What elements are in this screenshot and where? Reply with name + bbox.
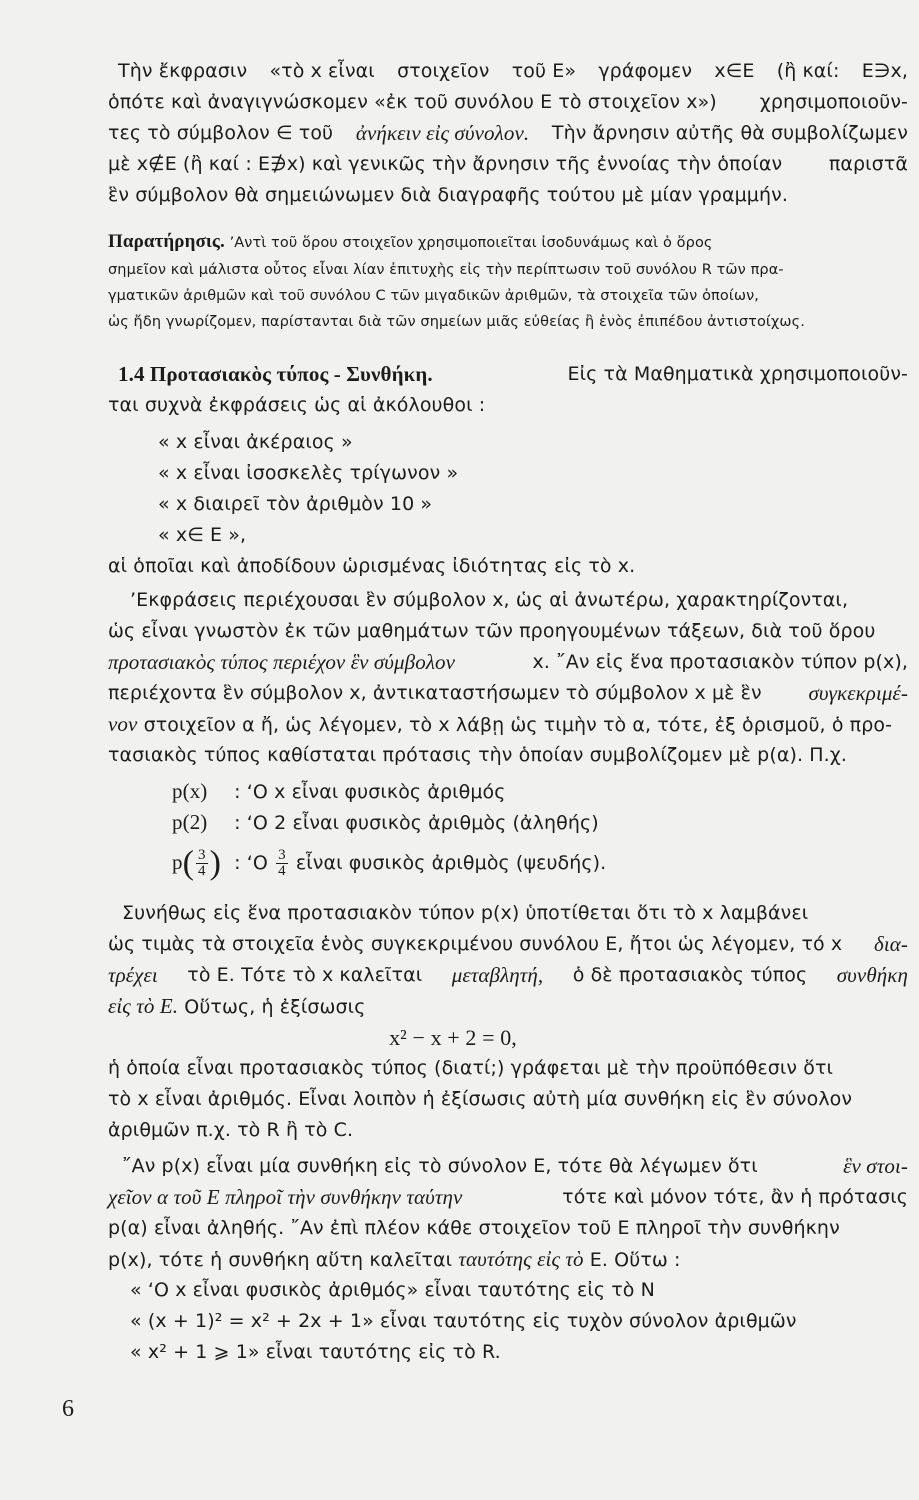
intro-paragraph [108, 56, 908, 211]
text-line: ὡς εἶναι γνωστὸν ἐκ τῶν μαθημάτων τῶν προηγουμένων τάξεων, διὰ τοῦ ὅρου [108, 620, 876, 642]
remark-title: Παρατήρησις. [108, 231, 225, 252]
text-line: Συνήθως εἰς ἕνα προτασιακὸν τύπον p(x) ὑποτίθεται ὅτι τὸ x λαμβάνει [122, 902, 809, 924]
text-line: μὲ x∉Ε (ἢ καί : Ε∌x) καὶ γενικῶς τὴν ἄρνησιν τῆς ἐννοίας τὴν ὁποίαν παριστᾶ [108, 153, 908, 175]
text-line: ’Εκφράσεις περιέχουσαι ἓν σύμβολον x, ὡς αἱ ἀνωτέρω, χαρακτηρίζονται, [130, 589, 849, 611]
text-line: ἡ ὁποία εἶναι προτασιακὸς τύπος (διατί;) γράφεται μὲ τὴν προϋπόθεσιν ὅτι [108, 1057, 834, 1079]
fraction: $\frac{3}{4}$ [278, 847, 286, 879]
proposition-row: p(2) : ‘Ο 2 εἶναι φυσικὸς ἀριθμὸς (ἀληθής) [172, 810, 599, 834]
text-line: ῎Αν p(x) εἶναι μία συνθήκη εἰς τὸ σύνολον Ε, τότε θὰ λέγωμεν ὅτι ἓν στοι- [122, 1154, 908, 1178]
identity-example: « ‘Ο x εἶναι φυσικὸς ἀριθμός» εἶναι ταυτότης εἰς τὸ N [130, 1279, 655, 1301]
text-line: ὡς τιμὰς τὰ στοιχεῖα ἑνὸς συγκεκριμένου συνόλου Ε, ἤτοι ὡς λέγομεν, τό x δια- [108, 932, 908, 956]
text-line: ἀριθμῶν π.χ. τὸ R ἢ τὸ C. [108, 1119, 354, 1141]
proposition-row: p( $\frac{3}{4}$ ) : ‘Ο $\frac{3}{4}$ εἶναι φυσικὸς ἀριθμὸς (ψευδής). [172, 838, 872, 886]
text-line: Παρατήρησις. ’Αντὶ τοῦ ὅρου στοιχεῖον χρησιμοποιεῖται ἰσοδυνάμως καὶ ὁ ὅρος [108, 231, 713, 252]
text-line: Τὴν ἔκφρασιν «τὸ x εἶναι στοιχεῖον τοῦ Ε» γράφομεν x∈Ε (ἢ καί: Ε∋x, [118, 60, 908, 82]
identity-example: « (x + 1)² = x² + 2x + 1» εἶναι ταυτότης εἰς τυχὸν σύνολον ἀριθμῶν [130, 1310, 797, 1332]
example-line: « x εἶναι ἰσοσκελὲς τρίγωνον » [158, 462, 459, 484]
equation: x² − x + 2 = 0, [389, 1025, 517, 1050]
text-line: γματικῶν ἀριθμῶν καὶ τοῦ συνόλου C τῶν μιγαδικῶν ἀριθμῶν, τὰ στοιχεῖα τῶν ὁποίων, [108, 288, 760, 304]
fraction: $\frac{3}{4}$ [198, 847, 206, 879]
text-line: χεῖον α τοῦ Ε πληροῖ τὴν συνθήκην ταύτην τότε καὶ μόνον τότε, ἂν ἡ πρότασις [108, 1185, 908, 1209]
text-line: εἰς τὸ Ε. Οὕτως, ἡ ἐξίσωσις [108, 994, 366, 1018]
identity-example: « x² + 1 ⩾ 1» εἶναι ταυτότης εἰς τὸ R. [130, 1341, 501, 1363]
paragraph-2 [108, 585, 908, 771]
example-line: « x εἶναι ἀκέραιος » [158, 431, 353, 453]
text-line: προτασιακὸς τύπος περιέχον ἓν σύμβολον x. ῎Αν εἰς ἕνα προτασιακὸν τύπον p(x), [108, 650, 908, 674]
page-number: 6 [62, 1396, 74, 1422]
text-line: τες τὸ σύμβολον ∈ τοῦ ἀνήκειν εἰς σύνολον. Τὴν ἄρνησιν αὐτῆς θὰ συμβολίζωμεν [108, 121, 908, 145]
paragraph-3 [108, 898, 908, 1146]
text-line: τρέχει τὸ Ε. Τότε τὸ x καλεῖται μεταβλητή, ὁ δὲ προτασιακὸς τύπος συνθήκη [108, 963, 908, 987]
proposition-row: p(x) : ‘Ο x εἶναι φυσικὸς ἀριθμός [172, 779, 506, 803]
text-line: τασιακὸς τύπος καθίσταται πρότασις τὴν ὁποίαν συμβολίζομεν μὲ p(α). Π.χ. [108, 744, 847, 766]
text-line: αἱ ὁποῖαι καὶ ἀποδίδουν ὡρισμένας ἰδιότητας εἰς τὸ x. [108, 555, 636, 577]
text-line: τὸ x εἶναι ἀριθμός. Εἶναι λοιπὸν ἡ ἐξίσωσις αὐτὴ μία συνθήκη εἰς ἓν σύνολον [108, 1088, 853, 1110]
text-line: περιέχοντα ἓν σύμβολον x, ἀντικαταστήσωμεν τὸ σύμβολον x μὲ ἓν συγκεκριμέ- [108, 681, 908, 705]
text-line: ὁπότε καὶ ἀναγιγνώσκομεν «ἐκ τοῦ συνόλου Ε τὸ στοιχεῖον x») χρησιμοποιοῦν- [108, 91, 908, 113]
p-of-fraction: p( $\frac{3}{4}$ ) [172, 844, 222, 882]
example-line: « x διαιρεῖ τὸν ἀριθμὸν 10 » [158, 493, 433, 515]
text-line: p(α) εἶναι ἀληθής. ῎Αν ἐπὶ πλέον κάθε στοιχεῖον τοῦ Ε πληροῖ τὴν συνθήκην [108, 1217, 840, 1239]
text-line: ἓν σύμβολον θὰ σημειώνωμεν διὰ διαγραφῆς τούτου μὲ μίαν γραμμήν. [108, 184, 788, 206]
text-line: p(x), τότε ἡ συνθήκη αὕτη καλεῖται ταυτότης εἰς τὸ Ε. Οὕτω : [108, 1247, 681, 1271]
paragraph-4 [108, 1151, 908, 1368]
section-1-4 [108, 359, 908, 582]
text-line: σημεῖον καὶ μάλιστα οὗτος εἶναι λίαν ἐπιτυχὴς εἰς τὴν περίπτωσιν τοῦ συνόλου R τῶν πρα- [108, 262, 784, 278]
text-line: ὡς ἤδη γνωρίζομεν, παρίστανται διὰ τῶν σημείων μιᾶς εὐθείας ἢ ἑνὸς ἐπιπέδου ἀντιστοίχως. [108, 314, 805, 330]
section-heading: 1.4 Προτασιακὸς τύπος - Συνθήκη. Εἰς τὰ Μαθηματικὰ χρησιμοποιοῦν- [118, 362, 908, 386]
remark [108, 227, 908, 335]
example-line: « x∈ Ε », [158, 524, 247, 546]
text-line: ται συχνὰ ἐκφράσεις ὡς αἱ ἀκόλουθοι : [108, 394, 486, 416]
proposition-list [172, 776, 872, 886]
text-line: νον στοιχεῖον α ἤ, ὡς λέγομεν, τὸ x λάβῃ ὡς τιμὴν τὸ α, τότε, ἐξ ὁρισμοῦ, ὁ προ- [108, 712, 893, 736]
